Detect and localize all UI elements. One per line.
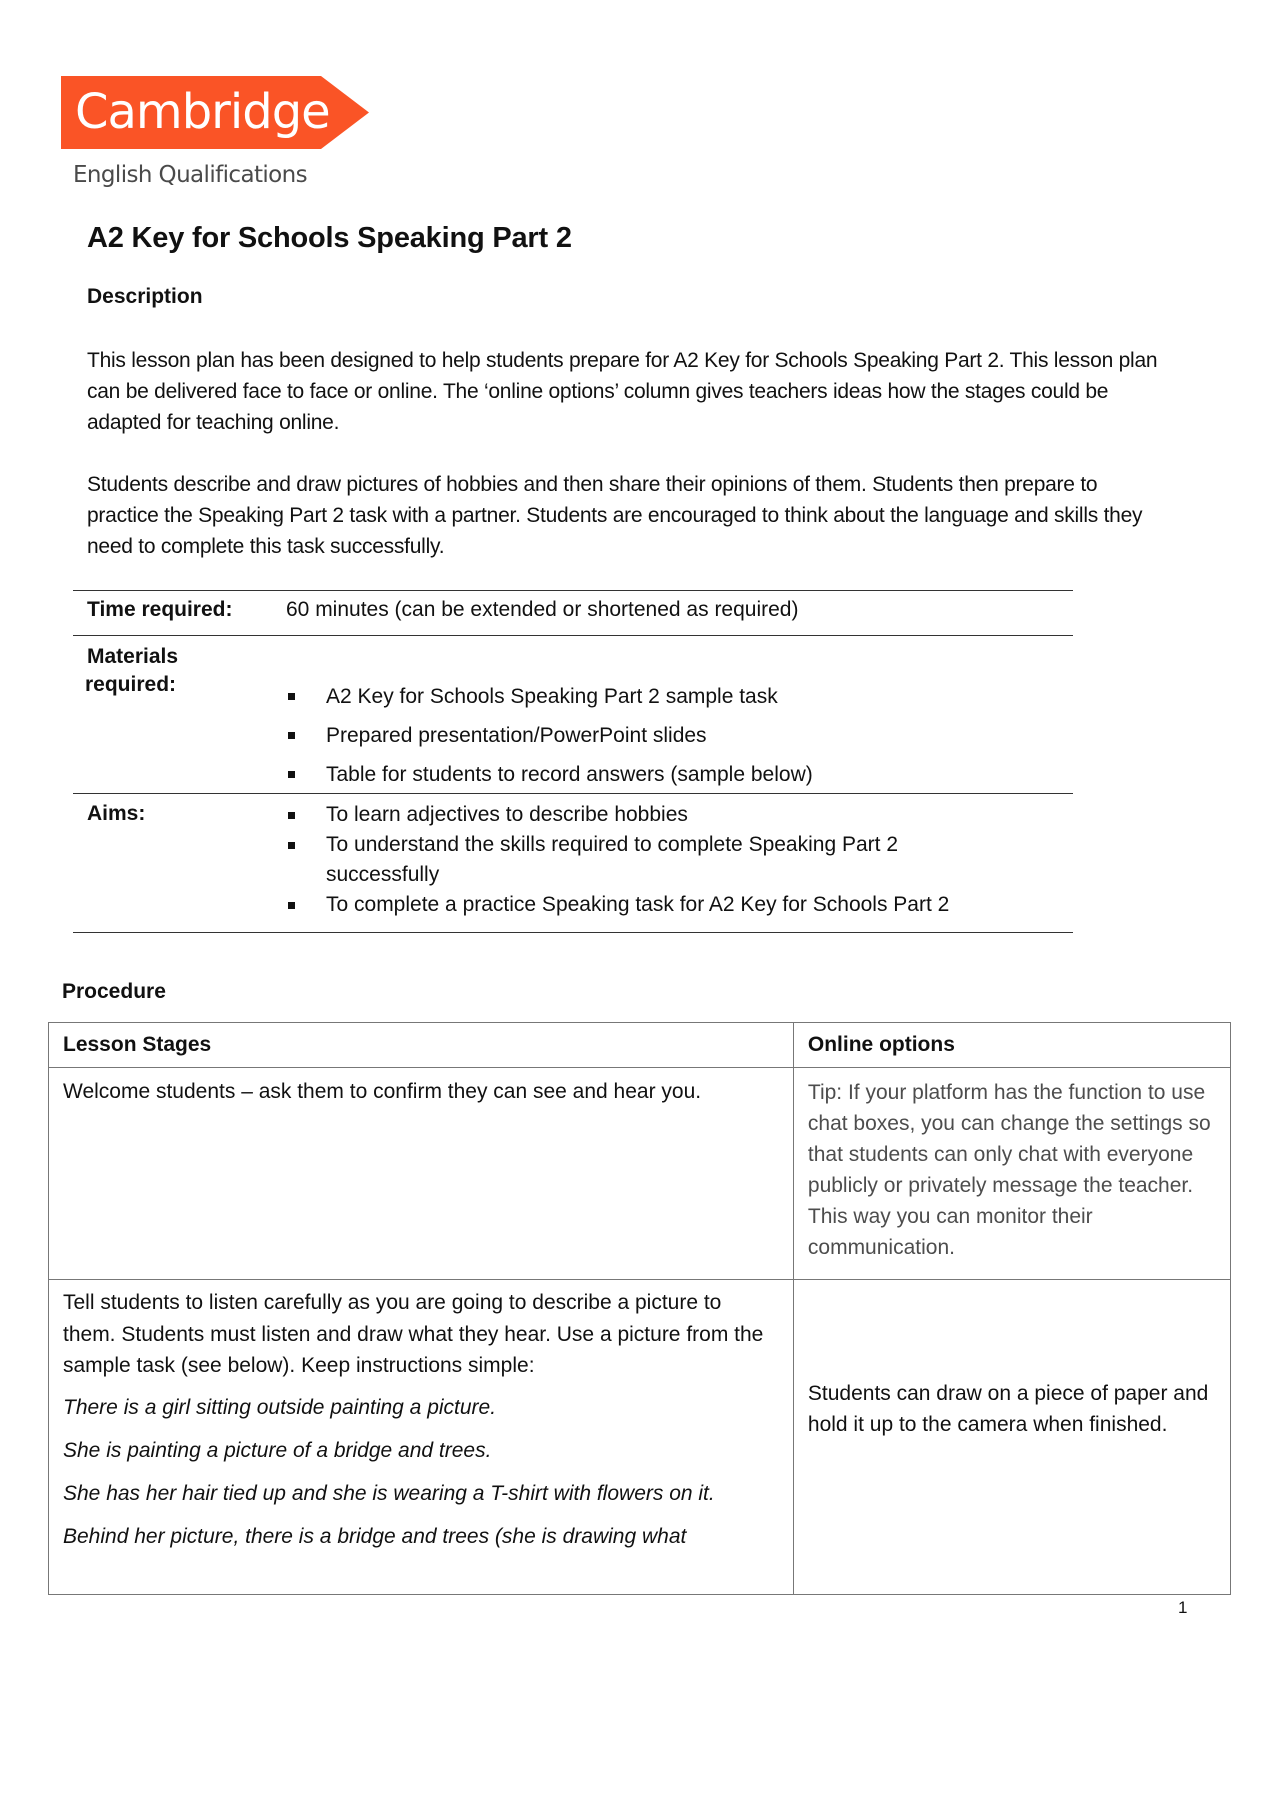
- time-required-label: Time required:: [87, 598, 233, 621]
- procedure-table: [48, 1022, 1231, 1595]
- page-number: 1: [1178, 1598, 1188, 1617]
- page-title: A2 Key for Schools Speaking Part 2: [87, 222, 572, 254]
- description-heading: Description: [87, 285, 203, 308]
- materials-item: A2 Key for Schools Speaking Part 2 sample task: [286, 677, 1066, 716]
- materials-label-line1: Materials: [87, 645, 179, 668]
- table-header-row: [49, 1023, 1231, 1068]
- divider-rule: [73, 793, 1073, 794]
- aims-item: To learn adjectives to describe hobbies: [286, 800, 1006, 830]
- square-bullet-icon: [288, 771, 295, 778]
- square-bullet-icon: [288, 902, 295, 909]
- materials-item: Prepared presentation/PowerPoint slides: [286, 716, 1066, 755]
- square-bullet-icon: [288, 842, 295, 849]
- online-option-cell: [793, 1280, 1230, 1595]
- square-bullet-icon: [288, 812, 295, 819]
- description-paragraph-1: This lesson plan has been designed to help students prepare for A2 Key for Schools Speaking Part 2. This lesson plan can be delivered face to face or online. The ‘online options’ column gives teachers ideas how the stages could be adapted for teaching online.: [87, 349, 1158, 434]
- square-bullet-icon: [288, 693, 295, 700]
- column-header-online-options: Online options: [793, 1023, 1230, 1068]
- logo-subtitle: English Qualifications: [73, 162, 307, 188]
- aims-item: To understand the skills required to complete Speaking Part 2 successfully: [286, 830, 1006, 890]
- divider-rule: [73, 932, 1073, 933]
- description-paragraph-2: Students describe and draw pictures of hobbies and then share their opinions of them. Students then prepare to practice the Speaking Part 2 task with a partner. Students are encouraged to think about the language and skills they need to complete this task successfully.: [87, 473, 1143, 558]
- table-row: [49, 1280, 1231, 1595]
- materials-label-line2: required:: [85, 673, 177, 696]
- materials-item: Table for students to record answers (sample below): [286, 755, 1066, 794]
- procedure-heading: Procedure: [62, 980, 166, 1003]
- lesson-stage-cell: [49, 1068, 794, 1280]
- materials-list: [286, 677, 1066, 794]
- aims-label: Aims:: [87, 802, 146, 825]
- stage-text: Tell students to listen carefully as you are going to describe a picture to them. Students must listen and draw what they hear. Use a picture from the sample task (see below). Keep instructions simple:: [63, 1291, 764, 1377]
- stage-text: Welcome students – ask them to confirm they can see and hear you.: [63, 1080, 702, 1103]
- aims-item: To complete a practice Speaking task for A2 Key for Schools Part 2: [286, 890, 1006, 920]
- divider-rule: [73, 590, 1073, 591]
- example-sentence: She is painting a picture of a bridge and trees.: [63, 1438, 492, 1462]
- online-option-cell: [793, 1068, 1230, 1280]
- table-row: [49, 1068, 1231, 1280]
- example-sentence: There is a girl sitting outside painting a picture.: [63, 1395, 497, 1419]
- lesson-stage-cell: [49, 1280, 794, 1595]
- example-sentence: Behind her picture, there is a bridge and trees (she is drawing what: [63, 1524, 687, 1548]
- time-required-value: 60 minutes (can be extended or shortened as required): [286, 598, 799, 621]
- cambridge-logo: [61, 76, 371, 149]
- logo-brand-text: Cambridge: [75, 84, 330, 140]
- aims-list: [286, 800, 1006, 920]
- online-option-text: Students can draw on a piece of paper and hold it up to the camera when finished.: [807, 1381, 1209, 1436]
- example-sentence: She has her hair tied up and she is wearing a T-shirt with flowers on it.: [63, 1481, 715, 1505]
- divider-rule: [73, 635, 1073, 636]
- online-tip-text: Tip: If your platform has the function to use chat boxes, you can change the settings so that students can only chat with everyone publicly or privately message the teacher. This way you can monitor their communication.: [807, 1081, 1211, 1259]
- column-header-lesson-stages: Lesson Stages: [49, 1023, 794, 1068]
- square-bullet-icon: [288, 732, 295, 739]
